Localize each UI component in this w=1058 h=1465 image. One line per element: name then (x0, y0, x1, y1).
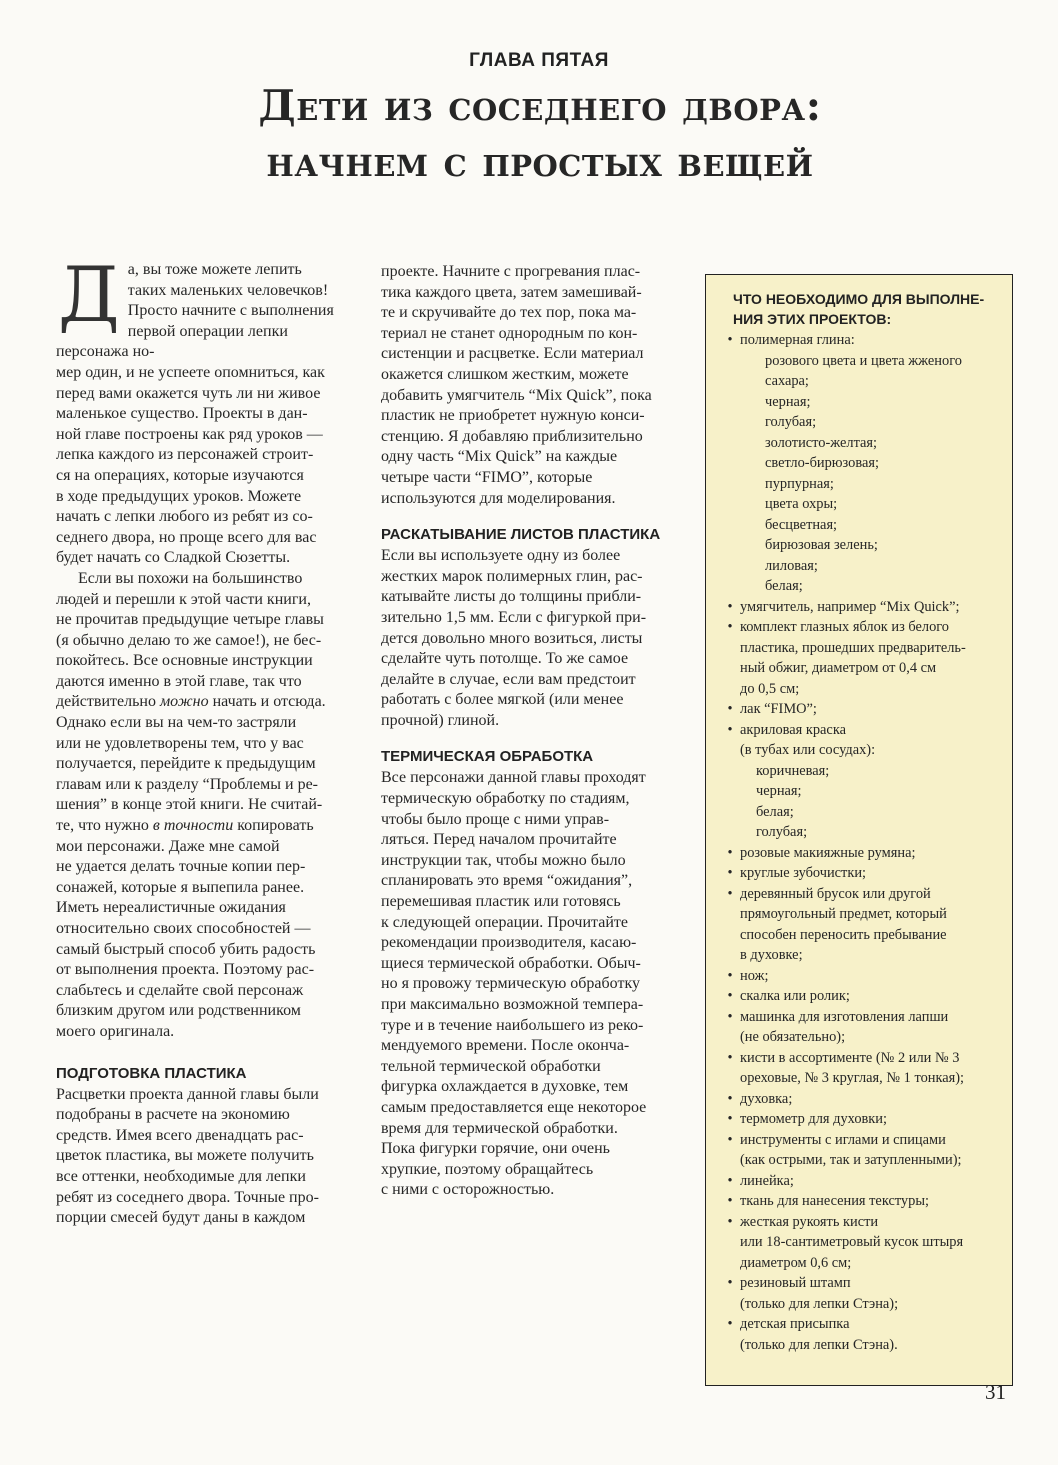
text-line: мер один, и не успеете опомниться, как (56, 363, 325, 381)
text-line: четыре части “FIMO”, которые (381, 468, 593, 486)
text-line: окажется слишком жестким, можете (381, 365, 629, 383)
materials-list-subline: ный обжиг, диаметром от 0,4 см (740, 660, 937, 676)
text-line: получается, перейдите к предыдущим (56, 755, 316, 773)
text-line: шения” в конце этой книги. Не считай- (56, 796, 323, 814)
text-line: пластик не приобретет нужную конси- (381, 407, 645, 425)
materials-list-item: • скалка или ролик; (720, 986, 1008, 1007)
text-line: относительно своих способностей — (56, 920, 311, 937)
materials-list-item: • комплект глазных яблок из белого (720, 617, 1008, 638)
materials-list-subline: способен переносить пребывание (740, 926, 947, 943)
materials-list (720, 330, 1008, 1355)
text-line: перемешивая пластик или готовясь (381, 893, 621, 911)
bullet-icon: • (727, 1213, 733, 1230)
materials-list-item: • резиновый штамп (720, 1273, 1008, 1294)
text-line: делайте в случае, если вам предстоит (381, 670, 636, 688)
text-line: добавить умягчитель “Mix Quick”, пока (381, 386, 652, 404)
text-line: главам или к разделу “Проблемы и ре- (56, 775, 318, 793)
text-line: ной главе построены как ряд уроков — (56, 425, 323, 443)
materials-list-item: • круглые зубочистки; (720, 863, 1008, 884)
heading-heat-treatment: ТЕРМИЧЕСКАЯ ОБРАБОТКА (381, 748, 594, 766)
paragraph-5 (381, 546, 687, 731)
bullet-icon: • (727, 1008, 733, 1025)
text-line: хрупкие, поэтому обращайтесь (381, 1160, 594, 1178)
text-line: порции смесей будут даны в каждом (56, 1209, 306, 1227)
materials-list-subline: (только для лепки Стэна). (740, 1336, 898, 1353)
text-line: а, вы тоже можете лепить (127, 261, 302, 278)
title-line-1: Дети из соседнего двора: (258, 81, 822, 130)
materials-list-subline: пластика, прошедших предваритель- (740, 639, 966, 656)
text-line: рекомендации производителя, касаю- (381, 934, 637, 952)
text-line: те, что нужно в точности копировать (56, 817, 314, 835)
text-line: Расцветки проекта данной главы были (56, 1085, 319, 1103)
bullet-icon: • (727, 885, 733, 902)
text-line: териал не станет однородным по кон- (381, 324, 638, 342)
materials-list-subline: бирюзовая зелень; (765, 537, 878, 553)
text-line: к следующей операции. Прочитайте (381, 913, 628, 931)
materials-list-item: • ткань для нанесения текстуры; (720, 1191, 1008, 1212)
materials-list-item: • жесткая рукоять кисти (720, 1212, 1008, 1233)
drop-cap: Д (58, 250, 120, 339)
materials-list-subline: (только для лепки Стэна); (740, 1295, 899, 1312)
materials-list-item: • лак “FIMO”; (720, 699, 1008, 720)
materials-list-subline: (не обязательно); (740, 1029, 846, 1045)
text-line: те и скручивайте до тех пор, пока ма- (381, 304, 637, 322)
text-line: будет начать со Сладкой Сюзетты. (56, 549, 291, 567)
text-line: самым предоставляется еще некоторое (381, 1098, 647, 1116)
text-line: начать с лепки любого из ребят из со- (56, 508, 313, 526)
text-line: ребят из соседнего двора. Точные про- (56, 1188, 319, 1206)
chapter-label: ГЛАВА ПЯТАЯ (469, 50, 609, 71)
text-line: ляться. Перед началом прочитайте (381, 831, 617, 849)
text-line: тика каждого цвета, затем замешивай- (381, 283, 642, 301)
text-line: даются именно в этой главе, так что (56, 672, 302, 690)
materials-list-item: • деревянный брусок или другой (720, 884, 1008, 905)
text-line: (я обычно делаю то же самое!), не бес- (56, 631, 322, 649)
materials-box-title (733, 289, 998, 329)
text-line: систенции и расцветке. Если материал (381, 345, 644, 363)
page-number: 31 (985, 1380, 1006, 1404)
materials-list-item: • термометр для духовки; (720, 1109, 1008, 1130)
heading-plastic-prep: ПОДГОТОВКА ПЛАСТИКА (56, 1064, 247, 1082)
materials-list-subline: сахара; (765, 373, 809, 389)
bullet-icon: • (727, 1090, 733, 1107)
materials-list-item: • розовые макияжные румяна; (720, 843, 1008, 864)
text-line: туре и в течение наибольшего из реко- (381, 1016, 644, 1034)
text-line: прочной) глиной. (381, 711, 500, 729)
paragraph-3 (56, 1085, 352, 1229)
text-line: ся на операциях, которые изучаются (56, 466, 304, 484)
text-line: работать с более мягкой (или менее (381, 691, 624, 709)
text-line: моего оригинала. (56, 1022, 175, 1040)
text-line: дется довольно много возиться, листы (381, 629, 643, 647)
materials-list-item: • кисти в ассортименте (№ 2 или № 3 (720, 1048, 1008, 1069)
text-line: самый быстрый способ убить радость (56, 940, 316, 958)
text-line: Просто начните с выполнения (127, 302, 334, 320)
text-line: людей и перешли к этой части книги, (56, 590, 311, 608)
text-line: в ходе предыдущих уроков. Можете (56, 487, 302, 505)
materials-list-item: • нож; (720, 966, 1008, 987)
materials-list-subline: черная; (765, 393, 811, 410)
materials-list-item: • машинка для изготовления лапши (720, 1007, 1008, 1028)
bullet-icon: • (727, 1049, 733, 1066)
materials-list-subline: светло-бирюзовая; (765, 455, 879, 471)
text-line: жестких марок полимерных глин, рас- (381, 567, 643, 585)
materials-list-item: • умягчитель, например “Mix Quick”; (720, 597, 1008, 618)
text-line: одну часть “Mix Quick” на каждые (381, 448, 618, 466)
materials-list-subline: (как острыми, так и затупленными); (740, 1152, 962, 1168)
paragraph-intro (56, 250, 352, 569)
text-line: действительно можно начать и отсюда. (56, 693, 326, 711)
text-line: цветок пластика, вы можете получить (56, 1147, 314, 1165)
text-line: чтобы было проще с ними управ- (381, 810, 610, 828)
materials-list-subline: голубая; (756, 824, 808, 840)
materials-list-subline: голубая; (765, 414, 817, 430)
materials-list-subline: ореховые, № 3 круглая, № 1 тонкая); (740, 1070, 965, 1086)
materials-list-item: • инструменты с иглами и спицами (720, 1130, 1008, 1151)
materials-list-subline: бесцветная; (765, 516, 838, 533)
text-line: стенцию. Я добавляю приблизительно (381, 427, 643, 445)
text-line: Иметь нереалистичные ожидания (56, 899, 286, 917)
bullet-icon: • (727, 598, 733, 615)
text-line: подобраны в расчете на экономию (56, 1106, 290, 1124)
materials-list-subline: коричневая; (756, 762, 830, 779)
page-title (150, 78, 930, 190)
text-line: при максимально возможной темпера- (381, 996, 644, 1013)
bullet-icon: • (727, 721, 733, 738)
text-line: тельной термической обработки (381, 1057, 601, 1075)
text-line: таких маленьких человечков! (127, 281, 329, 299)
text-line: или не удовлетворены тем, что у вас (56, 734, 304, 752)
text-line: проекте. Начните с прогревания плас- (381, 263, 641, 280)
bullet-icon: • (727, 332, 733, 348)
materials-list-subline: диаметром 0,6 см; (740, 1254, 852, 1271)
text-line: покойтесь. Все основные инструкции (56, 652, 313, 670)
materials-list-subline: белая; (756, 803, 794, 820)
text-line: лепка каждого из персонажей строит- (56, 446, 314, 464)
bullet-icon: • (727, 967, 733, 984)
materials-list-item: • линейка; (720, 1171, 1008, 1192)
bullet-icon: • (727, 619, 733, 635)
text-line: спланировать это время “ожидания”, (381, 872, 633, 890)
text-line: ЧТО НЕОБХОДИМО ДЛЯ ВЫПОЛНЕ- (733, 291, 985, 307)
column-1 (56, 250, 352, 1229)
bullet-icon: • (727, 701, 733, 717)
bullet-icon: • (727, 1111, 733, 1127)
materials-list-subline: до 0,5 см; (740, 680, 800, 697)
text-line: первой операции лепки персонажа но- (56, 322, 288, 361)
materials-list-item: • детская присыпка (720, 1314, 1008, 1335)
materials-list-subline: розового цвета и цвета жженого (765, 352, 962, 369)
materials-list-subline: цвета охры; (765, 496, 838, 512)
bullet-icon: • (727, 1275, 733, 1291)
text-line: все оттенки, необходимые для лепки (56, 1167, 306, 1185)
paragraph-6 (381, 768, 687, 1200)
materials-list-item: • полимерная глина: (720, 330, 1008, 351)
text-line: близким другом или родственником (56, 1002, 301, 1020)
bullet-icon: • (727, 865, 733, 881)
text-line: мои персонажи. Даже мне самой (56, 837, 280, 855)
text-line: но я провожу термическую обработку (381, 975, 640, 993)
text-line: средств. Имея всего двенадцать рас- (56, 1126, 304, 1144)
text-line: от выполнения проекта. Поэтому рас- (56, 961, 315, 979)
text-line: время для термической обработки. (381, 1119, 618, 1137)
paragraph-4 (381, 262, 687, 509)
materials-list-subline: черная; (756, 783, 802, 799)
materials-list-item: • акриловая краска (720, 720, 1008, 741)
text-line: сделайте чуть потолще. То же самое (381, 650, 629, 668)
bullet-icon: • (727, 988, 733, 1004)
text-line: щиеся термической обработки. Обыч- (381, 954, 641, 972)
heading-rolling-sheets: РАСКАТЫВАНИЕ ЛИСТОВ ПЛАСТИКА (381, 526, 661, 544)
text-line: сонажей, которые я выпепила ранее. (56, 878, 305, 896)
text-line: Если вы используете одну из более (381, 547, 621, 565)
text-line: маленькое существо. Проекты в дан- (56, 405, 308, 423)
bullet-icon: • (727, 1131, 733, 1148)
text-line: Если вы похожи на большинство (78, 569, 303, 587)
text-line: слабьтесь и сделайте свой персонаж (56, 981, 304, 999)
text-line: не удается делать точные копии пер- (56, 858, 306, 876)
text-line: зительно 1,5 мм. Если с фигуркой при- (381, 608, 647, 626)
text-line: перед вами окажется чуть ли ни живое (56, 384, 321, 402)
bullet-icon: • (727, 1172, 733, 1189)
column-2 (381, 262, 687, 1201)
paragraph-2 (56, 569, 352, 1043)
materials-list-subline: белая; (765, 578, 803, 594)
text-line: седнего двора, но проще всего для вас (56, 528, 317, 546)
materials-list-subline: прямоугольный предмет, который (740, 906, 947, 922)
materials-list-item: • духовка; (720, 1089, 1008, 1110)
materials-list-subline: или 18-сантиметровый кусок штыря (740, 1234, 964, 1250)
bullet-icon: • (727, 1316, 733, 1332)
bullet-icon: • (727, 1193, 733, 1209)
text-line: используются для моделирования. (381, 489, 616, 507)
bullet-icon: • (727, 844, 733, 861)
text-line: с ними с осторожностью. (381, 1181, 555, 1199)
materials-list-subline: пурпурная; (765, 475, 834, 492)
text-line: Все персонажи данной главы проходят (381, 769, 646, 787)
materials-list-subline: лиловая; (765, 557, 818, 574)
text-line: не прочитав предыдущие четыре главы (56, 611, 324, 629)
materials-list-subline: в духовке; (740, 947, 803, 963)
materials-box (705, 274, 1013, 1386)
materials-list-subline: золотисто-желтая; (765, 434, 878, 451)
text-line: катывайте листы до толщины прибли- (381, 588, 642, 606)
text-line: НИЯ ЭТИХ ПРОЕКТОВ: (733, 311, 892, 327)
text-line: Однако если вы на чем-то застряли (56, 714, 297, 732)
text-line: термическую обработку по стадиям, (381, 790, 630, 808)
text-line: фигурка охлаждается в духовке, тем (381, 1078, 629, 1096)
text-line: Пока фигурки горячие, они очень (381, 1140, 610, 1158)
text-line: мендуемого времени. После оконча- (381, 1037, 630, 1055)
text-line: инструкции так, чтобы можно было (381, 851, 626, 869)
materials-list-subline: (в тубах или сосудах): (740, 742, 876, 758)
title-line-2: начнем с простых вещей (266, 137, 814, 186)
